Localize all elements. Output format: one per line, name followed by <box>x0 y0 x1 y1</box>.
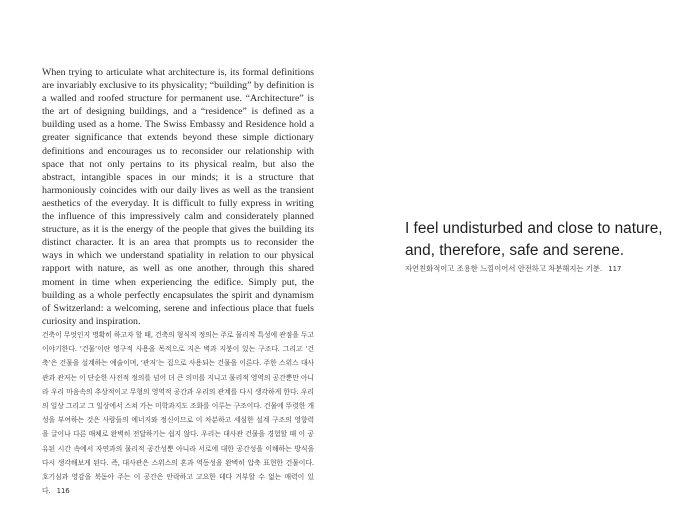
korean-body-text <box>42 328 314 498</box>
pull-quote-korean: 자연친화적이고 조용한 느낌이어서 안전하고 차분해지는 기분. <box>405 264 603 273</box>
page-number-right: 117 <box>608 265 622 273</box>
pull-quote-korean-line <box>405 263 685 275</box>
page-number-left: 116 <box>56 487 70 496</box>
english-body-text: When trying to articulate what architecture is, its formal definitions are invariably exclusive to its physicality; “building” by definition is a walled and roofed structure for permanent use. “Architecture” is the art of designing buildings, and a “residence” is defined as a building used as a home. The Swiss Embassy and Residence hold a greater significance that extends beyond these simple dictionary definitions and encourages us to reconsider our relationship with space that not only pertains to its physical realm, but also the abstract, intangible spaces in our minds; it is a structure that harmoniously coincides with our daily lives as well as the transient aesthetics of the everyday. It is difficult to fully express in writing the influence of this impressively calm and considerately planned structure, as it is the energy of the people that gives the building its distinct character. It is an area that prompts us to reconsider the ways in which we understand spatiality in relation to our physical rapport with nature, as well as one another, through this shared moment in time when experiencing the edifice. Simply put, the building as a whole perfectly encapsulates the spirit and dynamism of Switzerland: a welcoming, serene and infectious place that fuels curiosity and inspiration. <box>42 67 314 327</box>
right-page <box>350 0 700 524</box>
korean-body-paragraph: 건축이 무엇인지 명확히 하고자 할 때, 건축의 형식적 정의는 주로 물리적 특성에 관점을 두고 이야기한다. ‘건물’이란 영구적 사용을 목적으로 지은 벽과 지붕이 있는 구조다. 그리고 ‘건축’은 건물을 설계하는 예술이며, ‘관저’는 집으로 사용되는 건물을 이른다. 주한 스위스 대사관과 관저는 이 단순한 사전적 정의를 넘어 더 큰 의미를 지니고 물리적 영역의 공간뿐만 아니라 우리 마음속의 추상적이고 무형의 영역적 공간과 우리의 관계를 다시 생각하게 한다. 우리의 일상 그리고 그 일상에서 스쳐 가는 미학과지도 조화를 이루는 구조이다. 건물에 뚜렷한 개성을 부여하는 것은 사람들의 에너지와 정신이므로 이 차분하고 세심한 설계 구조의 영향력을 글이나 다른 매체로 완벽히 전달하기는 쉽지 않다. 우리는 대사관 건물을 경험할 때 이 공유된 시간 속에서 자연과의 물리적 공간성뿐 아니라 서로에 대한 공간성을 이해하는 방식을 다시 생각해보게 된다. 즉, 대사관은 스위스의 혼과 역동성을 완벽히 압축 표현한 건물이다. 호기심과 영감을 북돋아 주는 이 공간은 안락하고 고요한 데다 거부할 수 없는 매력이 있다. <box>42 331 314 496</box>
pull-quote-english: I feel undisturbed and close to nature, and, therefore, safe and serene. <box>405 220 663 259</box>
